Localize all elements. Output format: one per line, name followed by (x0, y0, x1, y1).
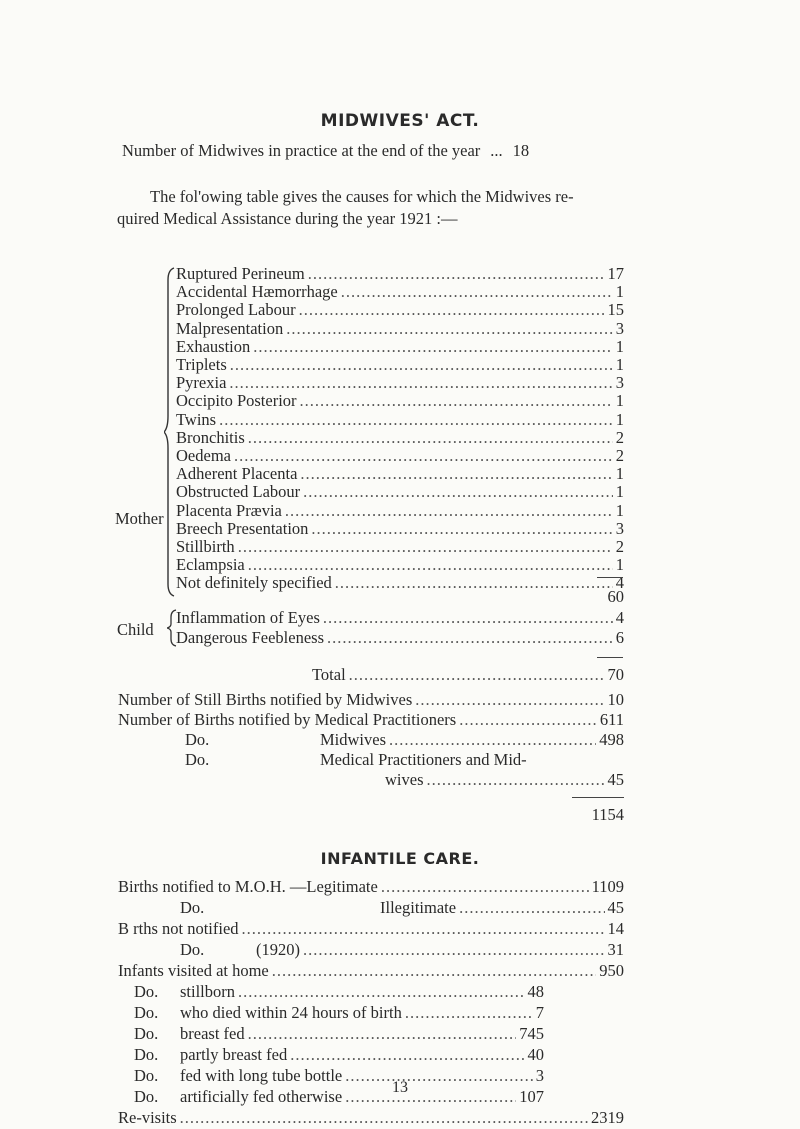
dot-leader (349, 664, 605, 686)
mother-cause-row-label: Ruptured Perineum (176, 264, 305, 283)
mother-cause-row-label: Prolonged Labour (176, 300, 296, 320)
mother-cause-row-value: 2 (615, 446, 624, 465)
child-item-label: Inflammation of Eyes (176, 608, 320, 627)
mother-cause-row-label: Exhaustion (176, 336, 251, 356)
infantile-sub-row-label: who died within 24 hours of birth (180, 1003, 402, 1022)
infantile-sub-row-do: Do. (134, 1024, 159, 1043)
dot-leader (405, 1002, 533, 1024)
mother-cause-row-value: 1 (615, 555, 624, 575)
dot-leader (459, 709, 597, 731)
mother-cause-row-label: Malpresentation (176, 318, 284, 338)
mother-cause-row-label: Occipito Posterior (176, 391, 297, 411)
infantile-sub-row-label: partly breast fed (180, 1045, 288, 1064)
mother-cause-row-label: Placenta Prævia (176, 500, 282, 520)
births-midwives-row (320, 729, 624, 751)
still-births-label: Number of Still Births notified by Midwives (118, 690, 413, 709)
infantile-sub-row (180, 1002, 544, 1024)
births-midwives-label: Midwives (320, 730, 386, 749)
mother-cause-row-label: Bronchitis (176, 427, 245, 447)
dot-leader (327, 627, 613, 649)
infantile-sub-row-label: breast fed (180, 1024, 245, 1043)
births-medical-value: 611 (599, 710, 624, 729)
child-item-row (176, 627, 624, 649)
mother-brace (164, 266, 176, 598)
mother-cause-row (176, 572, 624, 594)
midwives-count-line (122, 140, 712, 162)
infantile-sub-row-do: Do. (134, 982, 159, 1001)
mother-cause-row-value: 3 (615, 373, 624, 393)
intro-line-1: The fol'owing table gives the causes for which the Midwives re- (150, 187, 574, 206)
dot-leader (303, 939, 605, 961)
still-births-value: 10 (607, 690, 624, 709)
revisits-row-label: Re-visits (118, 1108, 177, 1127)
dot-leader (323, 607, 613, 629)
mother-cause-row-value: 1 (615, 391, 624, 411)
mother-cause-row-value: 17 (607, 264, 624, 283)
mother-cause-row-value: 2 (615, 427, 624, 447)
mother-cause-row-label: Not definitely specified (176, 573, 332, 593)
dot-leader (335, 572, 613, 594)
infantile-sub-row-value: 745 (519, 1024, 544, 1043)
page-title: MIDWIVES' ACT. (320, 111, 480, 131)
infantile-sub-row-value: 48 (527, 982, 544, 1001)
dot-leader (272, 960, 596, 982)
child-item-value: 4 (615, 608, 624, 627)
infantile-sub-row-value: 40 (527, 1045, 544, 1064)
infantile-sub-row-label: fed with long tube bottle (180, 1066, 343, 1085)
child-item-row (176, 607, 624, 629)
mother-cause-row-label: Accidental Hæmorrhage (176, 282, 338, 302)
mother-cause-row-label: Eclampsia (176, 555, 245, 575)
mother-cause-row-value: 3 (615, 518, 624, 538)
infantile-row-do: Do. (180, 940, 205, 959)
mother-cause-row-value: 1 (615, 464, 624, 484)
mother-subtotal: 60 (607, 587, 624, 606)
births-sum: 1154 (591, 805, 624, 824)
mother-label-wrap (115, 265, 165, 565)
child-label: Child (117, 620, 154, 639)
infantile-sub-row-label: stillborn (180, 982, 236, 1001)
infantile-sub-row (180, 1023, 544, 1045)
infantile-sub-row-label: artificially fed otherwise (180, 1087, 343, 1106)
mother-cause-row-label: Triplets (176, 355, 227, 374)
revisits-row-value: 2319 (591, 1108, 624, 1127)
dot-leader (180, 1107, 588, 1129)
child-item-value: 6 (615, 628, 624, 647)
dot-leader (415, 689, 604, 711)
infantile-row (118, 876, 624, 898)
dot-leader (238, 981, 524, 1003)
mother-cause-row-value: 1 (615, 355, 624, 374)
infantile-row-label: (1920) (256, 940, 300, 959)
infantile-row-label: B rths not notified (118, 919, 239, 938)
mother-cause-row-label: Twins (176, 409, 217, 429)
infantile-care-title: INFANTILE CARE. (320, 849, 480, 868)
births-medical-row (118, 709, 624, 731)
infantile-row-label: Births notified to M.O.H. —Legitimate (118, 877, 378, 896)
infantile-sub-row-do: Do. (134, 1066, 159, 1085)
mother-cause-row-label: Breech Presentation (176, 518, 309, 538)
infantile-row-label: Infants visited at home (118, 961, 269, 980)
infantile-row (380, 897, 624, 919)
infantile-sub-row-do: Do. (134, 1045, 159, 1064)
infantile-sub-row-do: Do. (134, 1003, 159, 1022)
mother-cause-row-value: 3 (615, 318, 624, 338)
dot-leader (389, 729, 596, 751)
infantile-row-value: 1109 (591, 877, 624, 896)
infantile-sub-row-value: 7 (535, 1003, 544, 1022)
mother-cause-row-value: 1 (615, 409, 624, 429)
page-number: 13 (392, 1079, 408, 1096)
infantile-row (256, 939, 624, 961)
births-medical-label: Number of Births notified by Medical Practitioners (118, 710, 457, 729)
infantile-sub-row (180, 1044, 544, 1066)
child-item-label: Dangerous Feebleness (176, 628, 325, 647)
mother-subtotal-rule (597, 577, 623, 578)
dot-leader (381, 876, 589, 898)
infantile-row-value: 14 (607, 919, 624, 938)
mother-cause-row-label: Obstructed Labour (176, 482, 301, 502)
dot-leader (242, 918, 605, 940)
intro-line-2: quired Medical Assistance during the year 1921 :— (117, 209, 458, 228)
infantile-row (118, 918, 624, 940)
infantile-sub-row-value: 107 (519, 1087, 544, 1106)
revisits-row (118, 1107, 624, 1129)
still-births-row (118, 689, 624, 711)
total-rule (597, 657, 623, 658)
mother-cause-row-value: 1 (615, 482, 624, 502)
total-row (312, 664, 624, 686)
births-both-do: Do. (185, 750, 210, 769)
births-both-row (385, 769, 624, 791)
births-sum-rule (572, 797, 624, 798)
births-both-label-2: wives (385, 770, 424, 789)
dot-leader (248, 1023, 517, 1045)
births-both-label-1: Medical Practitioners and Mid- (320, 750, 527, 769)
mother-cause-row-label: Oedema (176, 446, 231, 465)
midwives-count-value: 18 (512, 141, 530, 160)
infantile-row-value: 950 (599, 961, 624, 980)
dot-leader (290, 1044, 524, 1066)
mother-cause-row-value: 1 (615, 500, 624, 520)
mother-cause-row-value: 2 (615, 537, 624, 556)
infantile-row (118, 960, 624, 982)
infantile-row-value: 45 (607, 898, 624, 917)
total-value: 70 (607, 665, 624, 684)
infantile-row-label: Illegitimate (380, 898, 457, 917)
total-label: Total (312, 665, 346, 684)
mother-cause-row-value: 1 (615, 282, 624, 302)
mother-cause-row-value: 15 (607, 300, 624, 320)
infantile-row-do: Do. (180, 898, 205, 917)
mother-cause-row-label: Stillbirth (176, 537, 235, 556)
births-midwives-do: Do. (185, 730, 210, 749)
mother-cause-row-label: Pyrexia (176, 373, 227, 393)
mother-label: Mother (115, 509, 164, 528)
dot-leader (459, 897, 604, 919)
infantile-sub-row (180, 981, 544, 1003)
mother-cause-row-label: Adherent Placenta (176, 464, 298, 484)
midwives-count-dots: ... (490, 141, 503, 160)
births-both-value: 45 (607, 770, 624, 789)
mother-cause-row-value: 1 (615, 336, 624, 356)
infantile-sub-row-value: 3 (535, 1066, 544, 1085)
dot-leader (427, 769, 605, 791)
infantile-sub-row-do: Do. (134, 1087, 159, 1106)
births-midwives-value: 498 (599, 730, 624, 749)
midwives-count-label: Number of Midwives in practice at the end of the year (122, 141, 481, 160)
infantile-row-value: 31 (607, 940, 624, 959)
mother-cause-row-value: 4 (615, 573, 624, 593)
